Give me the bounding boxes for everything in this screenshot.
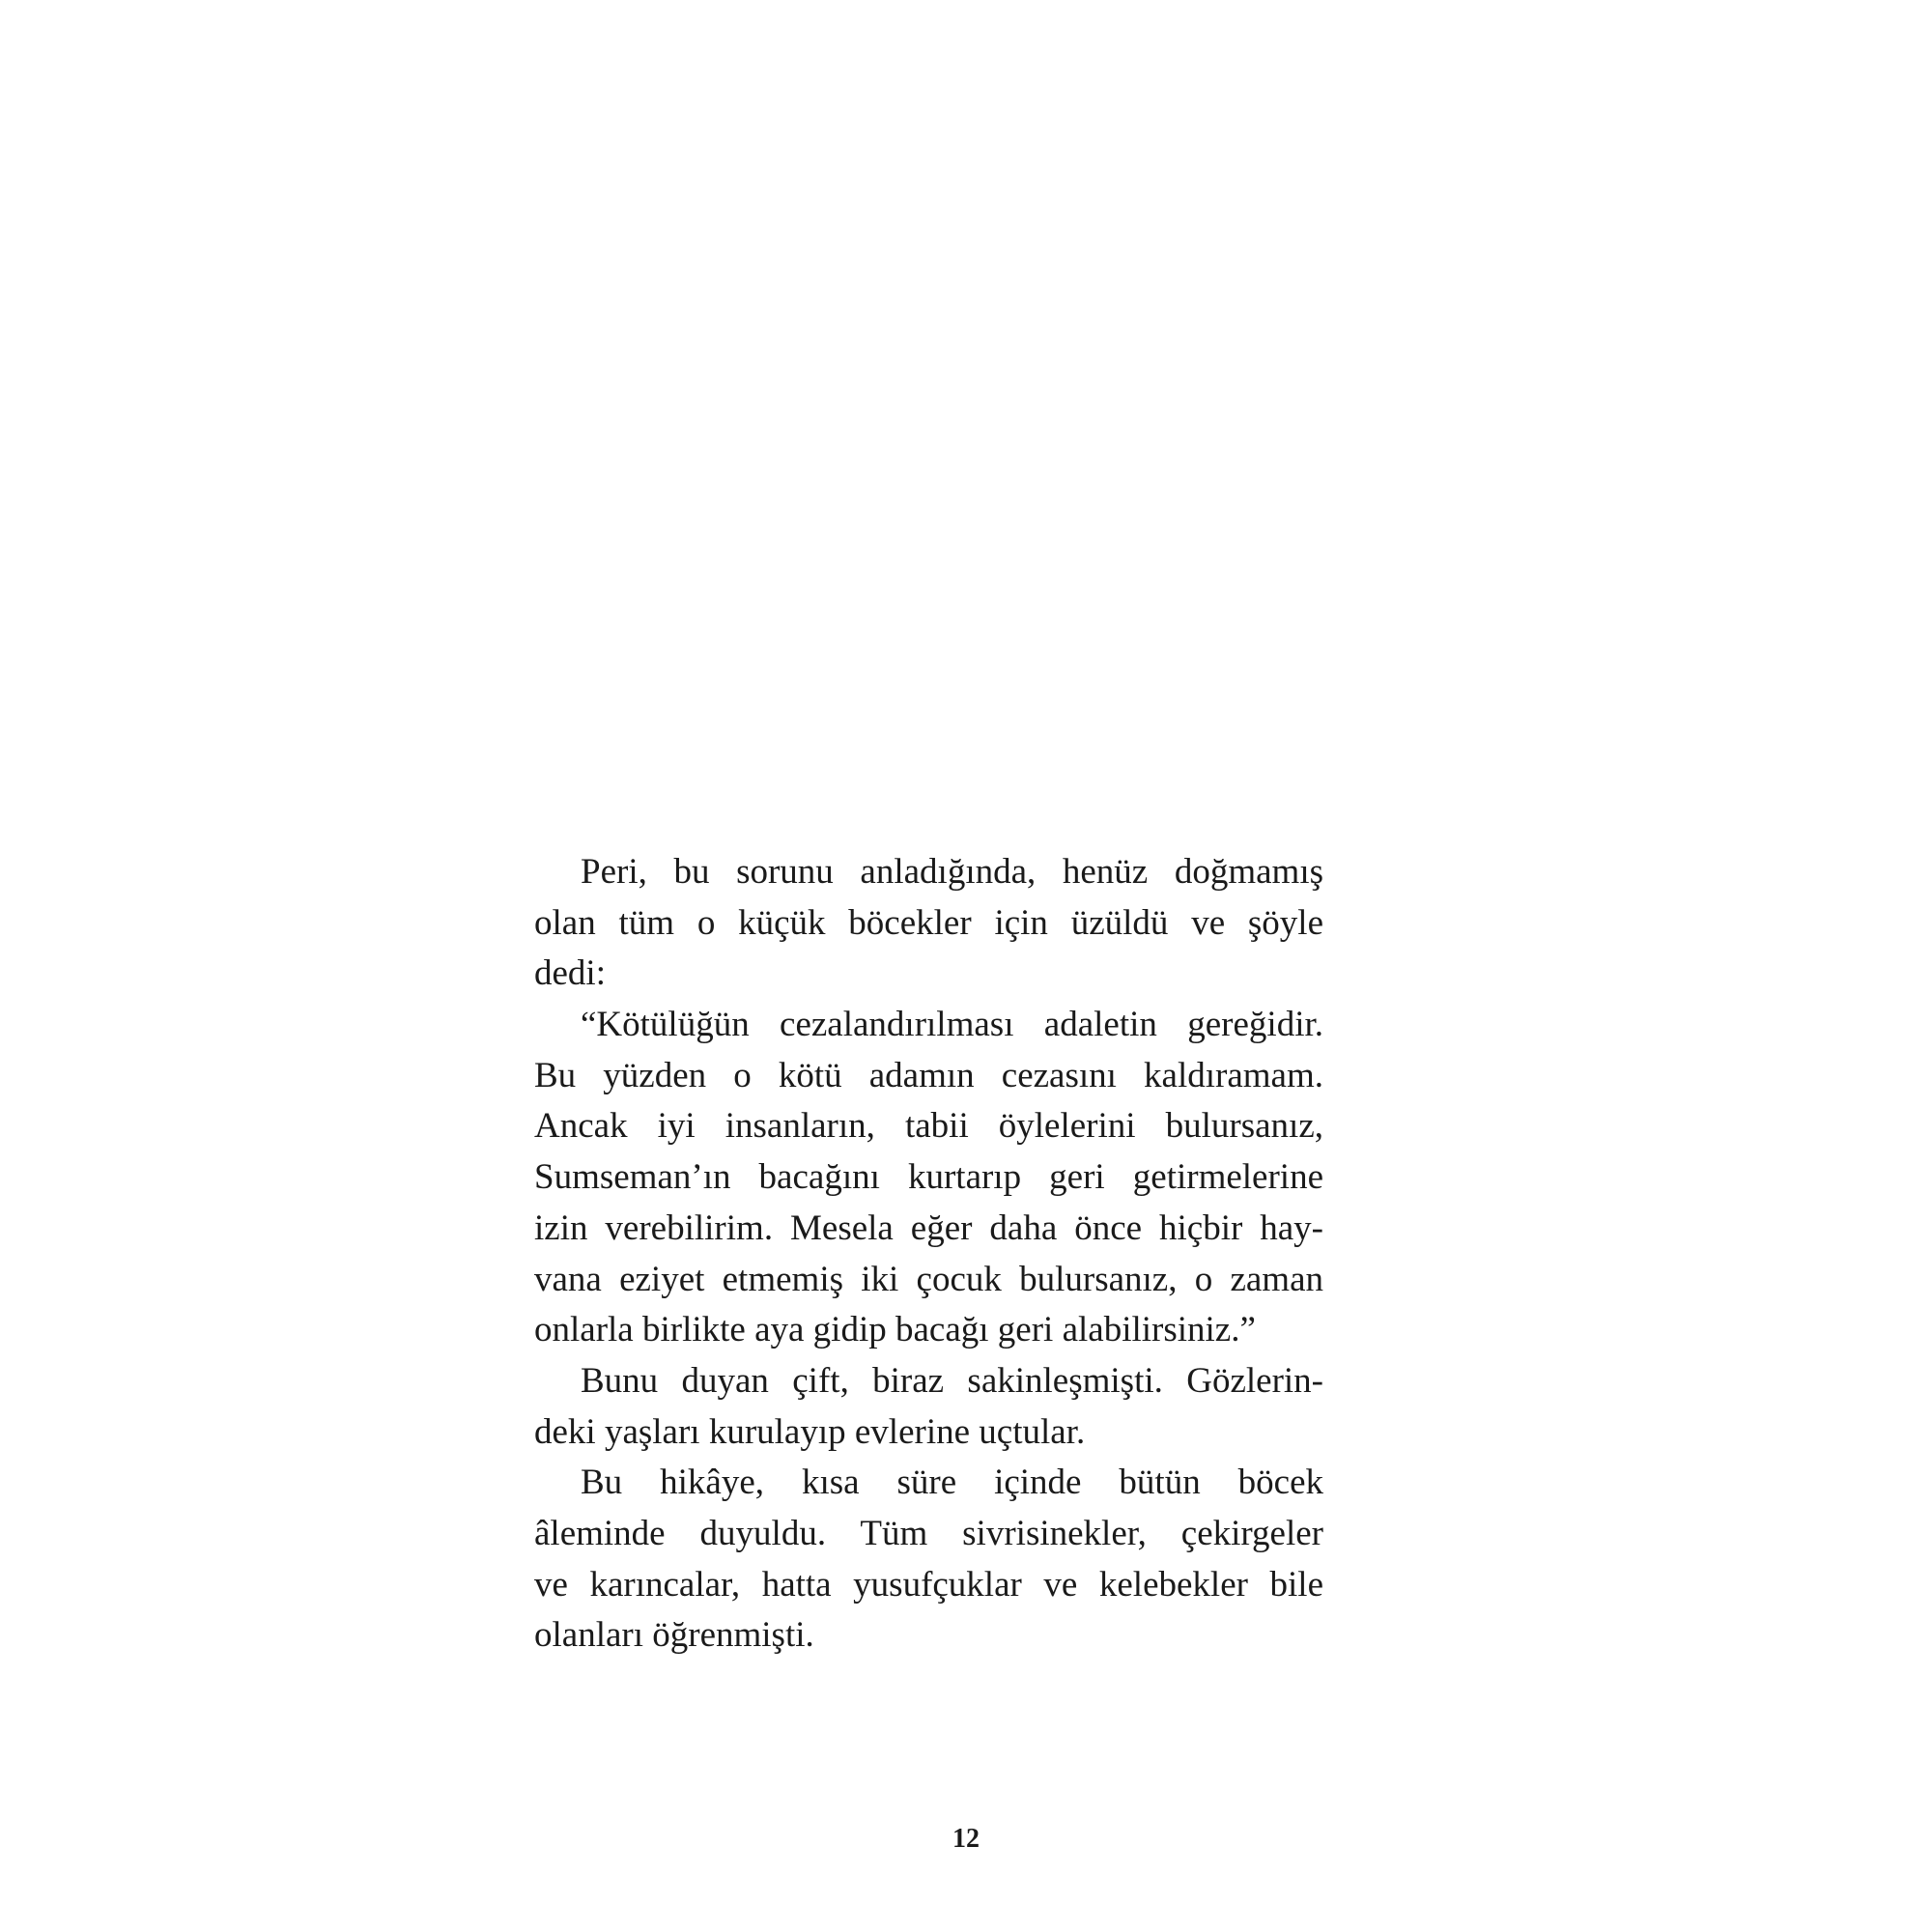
paragraph-2-line-7: onlarla birlikte aya gidip bacağı geri alabilirsiniz.” xyxy=(534,1310,1256,1350)
paragraph-2-line-1: “Kötülüğün cezalandırılması adaletin gereğidir. xyxy=(581,1005,1323,1045)
paragraph-3-line-1: Bunu duyan çift, biraz sakinleşmişti. Gözlerin- xyxy=(581,1360,1323,1401)
page-number: 12 xyxy=(952,1824,980,1854)
paragraph-4-line-2: âleminde duyuldu. Tüm sivrisinekler, çekirgeler xyxy=(534,1513,1323,1553)
paragraph-2-line-2: Bu yüzden o kötü adamın cezasını kaldıramam. xyxy=(534,1055,1323,1095)
paragraph-2-line-4: Sumseman’ın bacağını kurtarıp geri getirmelerine xyxy=(534,1157,1323,1198)
paragraph-4-line-1: Bu hikâye, kısa süre içinde bütün böcek xyxy=(581,1463,1323,1503)
paragraph-3-line-2: deki yaşları kurulayıp evlerine uçtular. xyxy=(534,1411,1086,1452)
paragraph-4-line-4: olanları öğrenmişti. xyxy=(534,1615,814,1656)
paragraph-1-line-1: Peri, bu sorunu anladığında, henüz doğmamış xyxy=(581,852,1323,892)
paragraph-2-line-6: vana eziyet etmemiş iki çocuk bulursanız, o zaman xyxy=(534,1259,1323,1299)
body-text xyxy=(534,847,1323,1662)
paragraph-1-line-3: dedi: xyxy=(534,953,606,994)
paragraph-1-line-2: olan tüm o küçük böcekler için üzüldü ve şöyle xyxy=(534,902,1323,943)
paragraph-4-line-3: ve karıncalar, hatta yusufçuklar ve kelebekler bile xyxy=(534,1564,1323,1605)
paragraph-2-line-5: izin verebilirim. Mesela eğer daha önce hiçbir hay- xyxy=(534,1208,1323,1248)
paragraph-2-line-3: Ancak iyi insanların, tabii öylelerini bulursanız, xyxy=(534,1106,1323,1147)
